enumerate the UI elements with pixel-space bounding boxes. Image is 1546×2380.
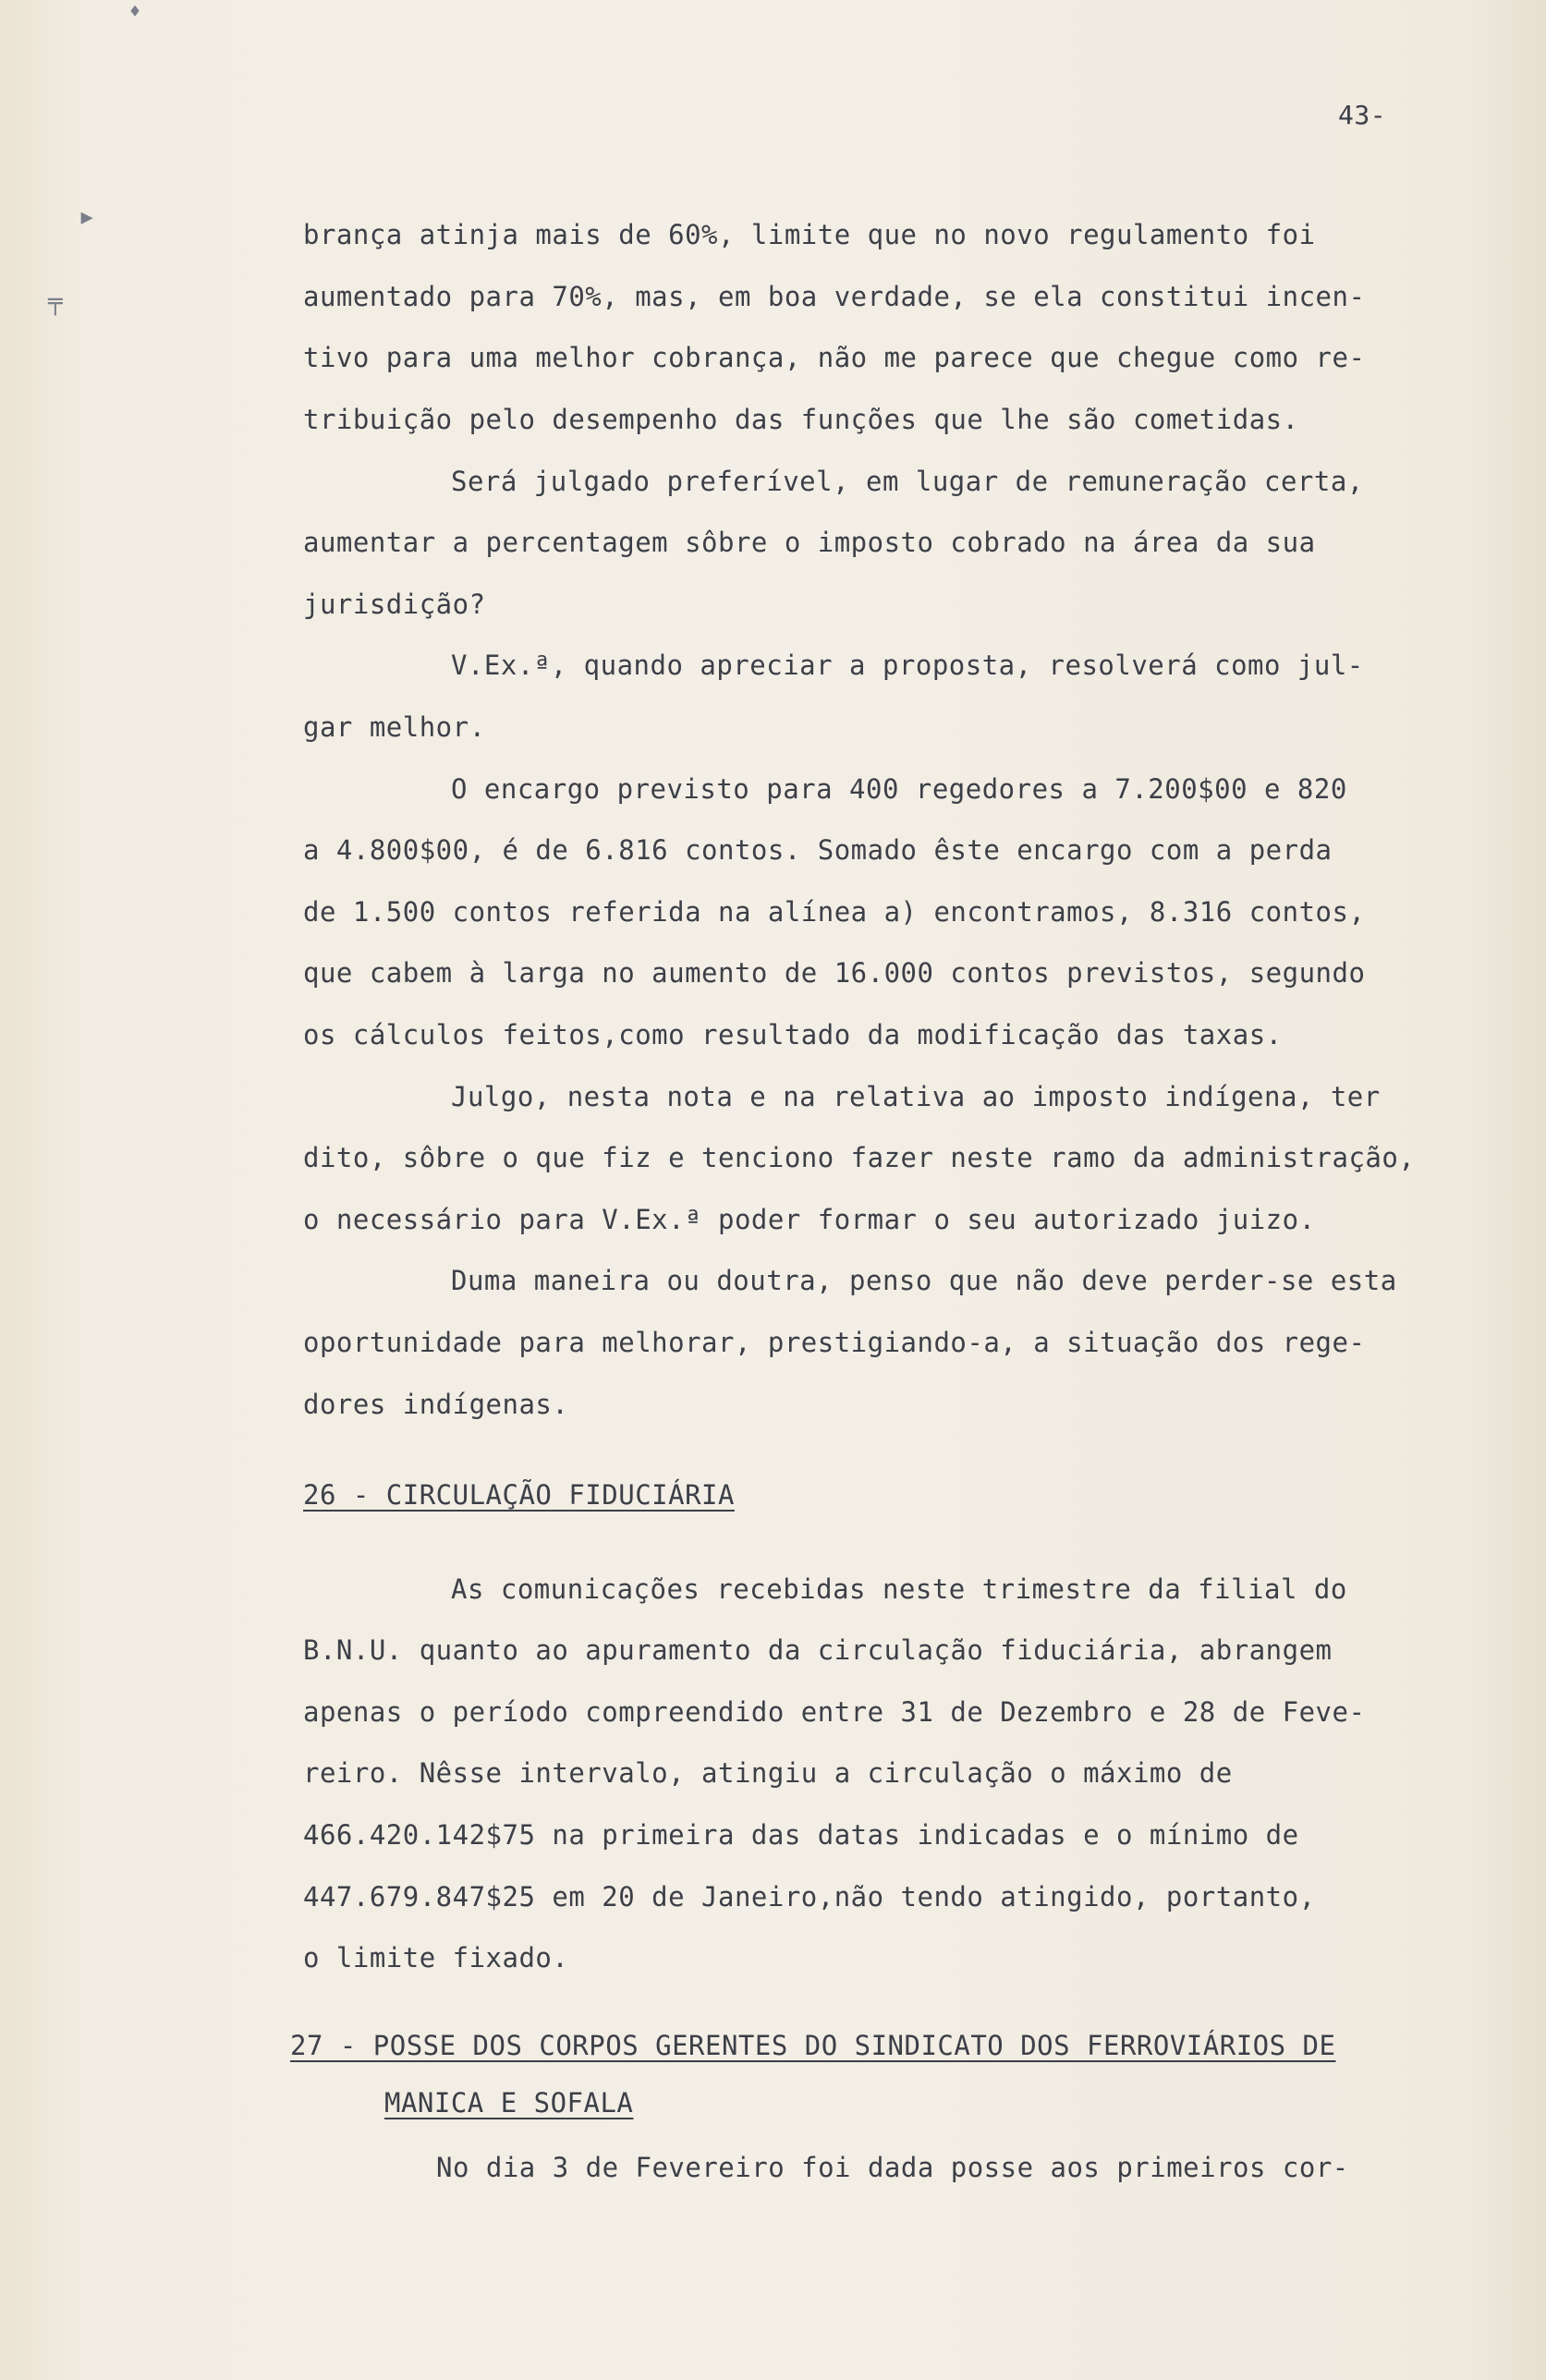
text-line: os cálculos feitos,como resultado da modificação das taxas. [303,1019,1283,1050]
section-heading-27-continued: MANICA E SOFALA [384,2087,634,2119]
text-line: que cabem à larga no aumento de 16.000 contos previstos, segundo [303,957,1366,989]
text-line: Será julgado preferível, em lugar de remuneração certa, [451,466,1364,497]
text-line: Duma maneira ou doutra, penso que não deve perder-se esta [451,1265,1397,1296]
page-number: 43- [1338,100,1387,130]
text-line: aumentar a percentagem sôbre o imposto cobrado na área da sua [303,527,1316,558]
text-line: jurisdição? [303,589,486,620]
section-heading-26: 26 - CIRCULAÇÃO FIDUCIÁRIA [303,1479,735,1511]
text-line: gar melhor. [303,711,486,743]
text-line: O encargo previsto para 400 regedores a 7.200$00 e 820 [451,773,1347,805]
margin-mark: ▸ [78,198,97,235]
text-line: oportunidade para melhorar, prestigiando-a, a situação dos rege- [303,1327,1366,1358]
text-line: aumentado para 70%, mas, em boa verdade, se ela constitui incen- [303,281,1366,312]
text-line: apenas o período compreendido entre 31 de Dezembro e 28 de Feve- [303,1696,1366,1728]
text-line: V.Ex.ª, quando apreciar a proposta, resolverá como jul- [451,650,1364,681]
text-line: No dia 3 de Fevereiro foi dada posse aos primeiros cor- [436,2152,1349,2183]
text-line: de 1.500 contos referida na alínea a) encontramos, 8.316 contos, [303,896,1366,928]
text-line: o necessário para V.Ex.ª poder formar o seu autorizado juizo. [303,1204,1316,1235]
text-line: dito, sôbre o que fiz e tenciono fazer neste ramo da administração, [303,1142,1416,1173]
text-line: o limite fixado. [303,1942,569,1973]
text-line: Julgo, nesta nota e na relativa ao imposto indígena, ter [451,1081,1381,1112]
margin-mark: ♦ [129,0,141,22]
text-line: As comunicações recebidas neste trimestre da filial do [451,1573,1347,1605]
section-heading-27: 27 - POSSE DOS CORPOS GERENTES DO SINDICATO DOS FERROVIÁRIOS DE [290,2030,1336,2061]
text-line: brança atinja mais de 60%, limite que no novo regulamento foi [303,219,1316,250]
text-line: reiro. Nêsse intervalo, atingiu a circulação o máximo de [303,1757,1233,1789]
text-line: a 4.800$00, é de 6.816 contos. Somado êste encargo com a perda [303,834,1333,866]
text-line: B.N.U. quanto ao apuramento da circulação fiduciária, abrangem [303,1634,1333,1666]
text-line: 466.420.142$75 na primeira das datas indicadas e o mínimo de [303,1819,1299,1851]
text-line: 447.679.847$25 em 20 de Janeiro,não tendo atingido, portanto, [303,1881,1316,1912]
text-line: dores indígenas. [303,1389,569,1420]
text-line: tribuição pelo desempenho das funções que lhe são cometidas. [303,404,1299,435]
text-line: tivo para uma melhor cobrança, não me parece que chegue como re- [303,342,1366,373]
margin-mark: ╤ [48,288,64,316]
